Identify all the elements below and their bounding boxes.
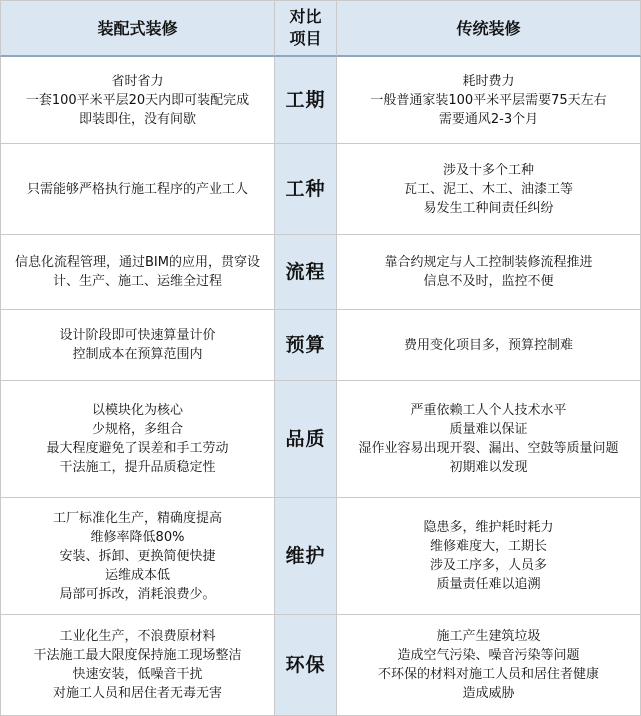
cell-line: 干法施工，提升品质稳定性 bbox=[59, 460, 216, 475]
cell-line: 费用变化项目多，预算控制难 bbox=[403, 337, 573, 353]
cell-line: 只需能够严格执行施工程序的产业工人 bbox=[26, 181, 248, 197]
cell-line: 施工产生建筑垃圾 bbox=[436, 629, 541, 644]
cell-line: 耗时费力 bbox=[462, 73, 515, 89]
cell-line: 一般普通家装100平米平层需要75天左右 bbox=[370, 92, 607, 108]
cell-line: 计、生产、施工、运维全过程 bbox=[52, 274, 222, 289]
row-schedule-item: 工期 bbox=[275, 57, 337, 144]
cell-line: 设计阶段即可快速算量计价 bbox=[59, 328, 216, 343]
cell-line: 运维成本低 bbox=[104, 567, 170, 583]
cell-line: 造成空气污染、噪音污染等问题 bbox=[397, 648, 580, 663]
row-quality-left bbox=[0, 381, 275, 498]
row-environment-left bbox=[0, 615, 275, 716]
header-middle-line: 对比 bbox=[289, 7, 322, 26]
cell-line: 涉及工序多，人员多 bbox=[429, 558, 547, 573]
row-budget-left bbox=[0, 310, 275, 381]
cell-line: 维修难度大，工期长 bbox=[429, 539, 547, 554]
row-trades-left bbox=[0, 144, 275, 235]
row-budget-item: 预算 bbox=[275, 310, 337, 381]
row-environment-right bbox=[337, 615, 641, 716]
cell-line: 最大程度避免了误差和手工劳动 bbox=[46, 441, 229, 456]
cell-line: 安装、拆卸、更换简便快捷 bbox=[59, 548, 216, 564]
cell-line: 维修率降低80% bbox=[90, 529, 185, 545]
cell-line: 不环保的材料对施工人员和居住者健康 bbox=[377, 667, 599, 682]
row-schedule-right bbox=[337, 57, 641, 144]
header-right: 传统装修 bbox=[337, 0, 641, 57]
cell-line: 即装即住，没有间歇 bbox=[78, 111, 196, 127]
cell-line: 对施工人员和居住者无毒无害 bbox=[52, 686, 222, 701]
cell-line: 湿作业容易出现开裂、漏出、空鼓等质量问题 bbox=[358, 441, 619, 456]
cell-line: 严重依赖工人个人技术水平 bbox=[410, 403, 567, 418]
row-process-right bbox=[337, 235, 641, 310]
cell-line: 快速安装，低噪音干扰 bbox=[72, 667, 203, 682]
cell-line: 信息化流程管理，通过BIM的应用，贯穿设 bbox=[15, 255, 260, 270]
cell-line: 隐患多，维护耗时耗力 bbox=[423, 520, 554, 535]
cell-line: 质量责任难以追溯 bbox=[436, 577, 541, 592]
row-environment-item: 环保 bbox=[275, 615, 337, 716]
row-budget-right bbox=[337, 310, 641, 381]
cell-line: 造成威胁 bbox=[462, 686, 515, 701]
cell-line: 局部可拆改，消耗浪费少。 bbox=[59, 586, 216, 602]
cell-line: 涉及十多个工种 bbox=[442, 162, 534, 178]
cell-line: 一套100平米平层20天内即可装配完成 bbox=[25, 92, 250, 108]
row-process-item: 流程 bbox=[275, 235, 337, 310]
cell-line: 瓦工、泥工、木工、油漆工等 bbox=[403, 181, 573, 197]
row-quality-right bbox=[337, 381, 641, 498]
cell-line: 少规格，多组合 bbox=[91, 422, 183, 437]
cell-line: 省时省力 bbox=[111, 73, 164, 89]
cell-line: 以模块化为核心 bbox=[91, 403, 183, 418]
cell-line: 工厂标准化生产，精确度提高 bbox=[52, 510, 222, 526]
cell-line: 质量难以保证 bbox=[449, 422, 528, 437]
cell-line: 干法施工最大限度保持施工现场整洁 bbox=[33, 648, 242, 663]
header-middle-line: 项目 bbox=[289, 29, 322, 48]
cell-line: 信息不及时，监控不便 bbox=[423, 274, 554, 289]
cell-line: 靠合约规定与人工控制装修流程推进 bbox=[384, 255, 593, 270]
header-left: 装配式装修 bbox=[0, 0, 275, 57]
row-maintenance-left bbox=[0, 498, 275, 615]
cell-line: 控制成本在预算范围内 bbox=[72, 347, 203, 362]
header-middle bbox=[275, 0, 337, 57]
row-maintenance-right bbox=[337, 498, 641, 615]
row-trades-right bbox=[337, 144, 641, 235]
row-quality-item: 品质 bbox=[275, 381, 337, 498]
row-schedule-left bbox=[0, 57, 275, 144]
row-maintenance-item: 维护 bbox=[275, 498, 337, 615]
cell-line: 初期难以发现 bbox=[449, 460, 528, 475]
cell-line: 易发生工种间责任纠纷 bbox=[423, 200, 554, 216]
cell-line: 需要通风2-3个月 bbox=[438, 111, 539, 127]
row-trades-item: 工种 bbox=[275, 144, 337, 235]
row-process-left bbox=[0, 235, 275, 310]
cell-line: 工业化生产，不浪费原材料 bbox=[59, 629, 216, 644]
